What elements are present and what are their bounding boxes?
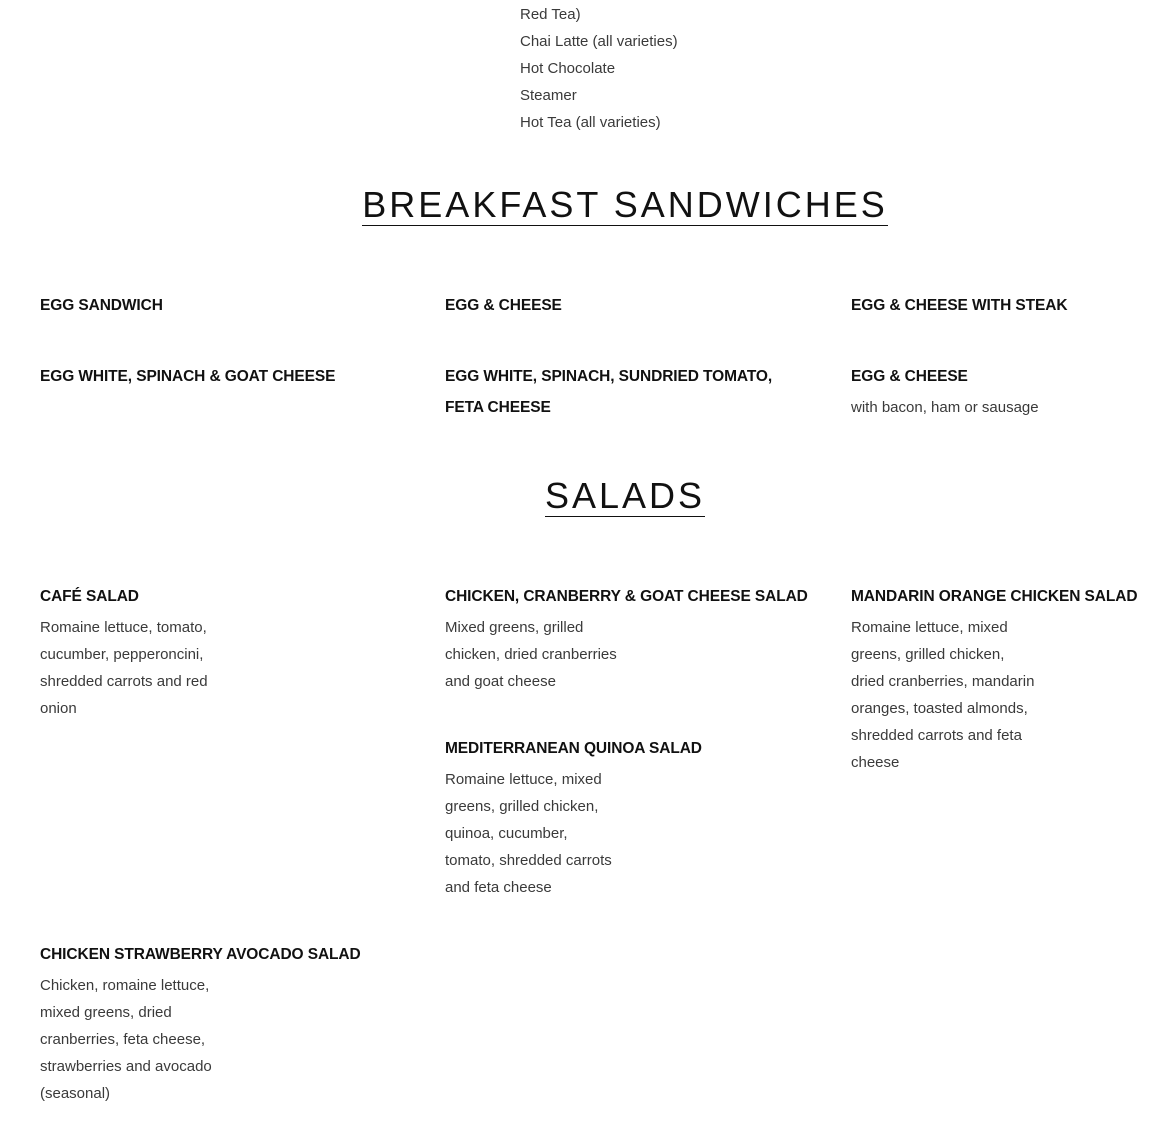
menu-item-title: MANDARIN ORANGE CHICKEN SALAD bbox=[851, 588, 1138, 605]
salads-title: SALADS bbox=[544, 475, 706, 516]
salads-heading bbox=[0, 475, 1170, 517]
drink-item: Chai Latte (all varieties) bbox=[520, 33, 678, 50]
menu-item bbox=[445, 361, 825, 423]
menu-item-description: with bacon, ham or sausage bbox=[851, 399, 1039, 416]
menu-item-title: EGG WHITE, SPINACH, SUNDRIED TOMATO, FETA CHEESE bbox=[445, 368, 773, 416]
menu-item bbox=[851, 290, 1151, 321]
breakfast-sandwiches-heading bbox=[0, 184, 1170, 226]
menu-item bbox=[40, 581, 420, 722]
menu-item bbox=[445, 290, 825, 321]
menu-item-title: EGG & CHEESE bbox=[445, 297, 562, 314]
menu-item-title: EGG WHITE, SPINACH & GOAT CHEESE bbox=[40, 368, 336, 385]
menu-item-title: CHICKEN, CRANBERRY & GOAT CHEESE SALAD bbox=[445, 588, 808, 605]
menu-item-title: EGG SANDWICH bbox=[40, 297, 163, 314]
menu-item-description: Romaine lettuce, tomato, cucumber, pepperoncini, shredded carrots and red onion bbox=[40, 619, 208, 717]
drink-item: Red Tea) bbox=[520, 6, 581, 23]
breakfast-sandwiches-title: BREAKFAST SANDWICHES bbox=[362, 184, 888, 225]
menu-item bbox=[445, 581, 825, 695]
menu-item-description: Chicken, romaine lettuce, mixed greens, dried cranberries, feta cheese, strawberries and avocado (seasonal) bbox=[40, 977, 212, 1102]
menu-item-description: Romaine lettuce, mixed greens, grilled chicken, dried cranberries, mandarin oranges, toasted almonds, shredded carrots and feta cheese bbox=[851, 619, 1035, 771]
drink-item: Hot Tea (all varieties) bbox=[520, 114, 661, 131]
menu-item bbox=[40, 939, 420, 1107]
menu-item-title: EGG & CHEESE WITH STEAK bbox=[851, 297, 1068, 314]
menu-item-description: Mixed greens, grilled chicken, dried cranberries and goat cheese bbox=[445, 619, 617, 690]
menu-item bbox=[40, 290, 420, 321]
menu-item-description: Romaine lettuce, mixed greens, grilled chicken, quinoa, cucumber, tomato, shredded carrots and feta cheese bbox=[445, 771, 612, 896]
drinks-list bbox=[520, 0, 920, 136]
menu-item bbox=[40, 361, 420, 392]
drink-item: Hot Chocolate bbox=[520, 60, 616, 77]
menu-item-title: EGG & CHEESE bbox=[851, 368, 968, 385]
drink-item: Steamer bbox=[520, 87, 577, 104]
menu-item bbox=[851, 361, 1151, 421]
menu-item-title: CHICKEN STRAWBERRY AVOCADO SALAD bbox=[40, 946, 361, 963]
menu-item bbox=[851, 581, 1151, 776]
menu-item-title: MEDITERRANEAN QUINOA SALAD bbox=[445, 740, 702, 757]
menu-item-title: CAFÉ SALAD bbox=[40, 588, 139, 605]
menu-item bbox=[445, 733, 825, 901]
